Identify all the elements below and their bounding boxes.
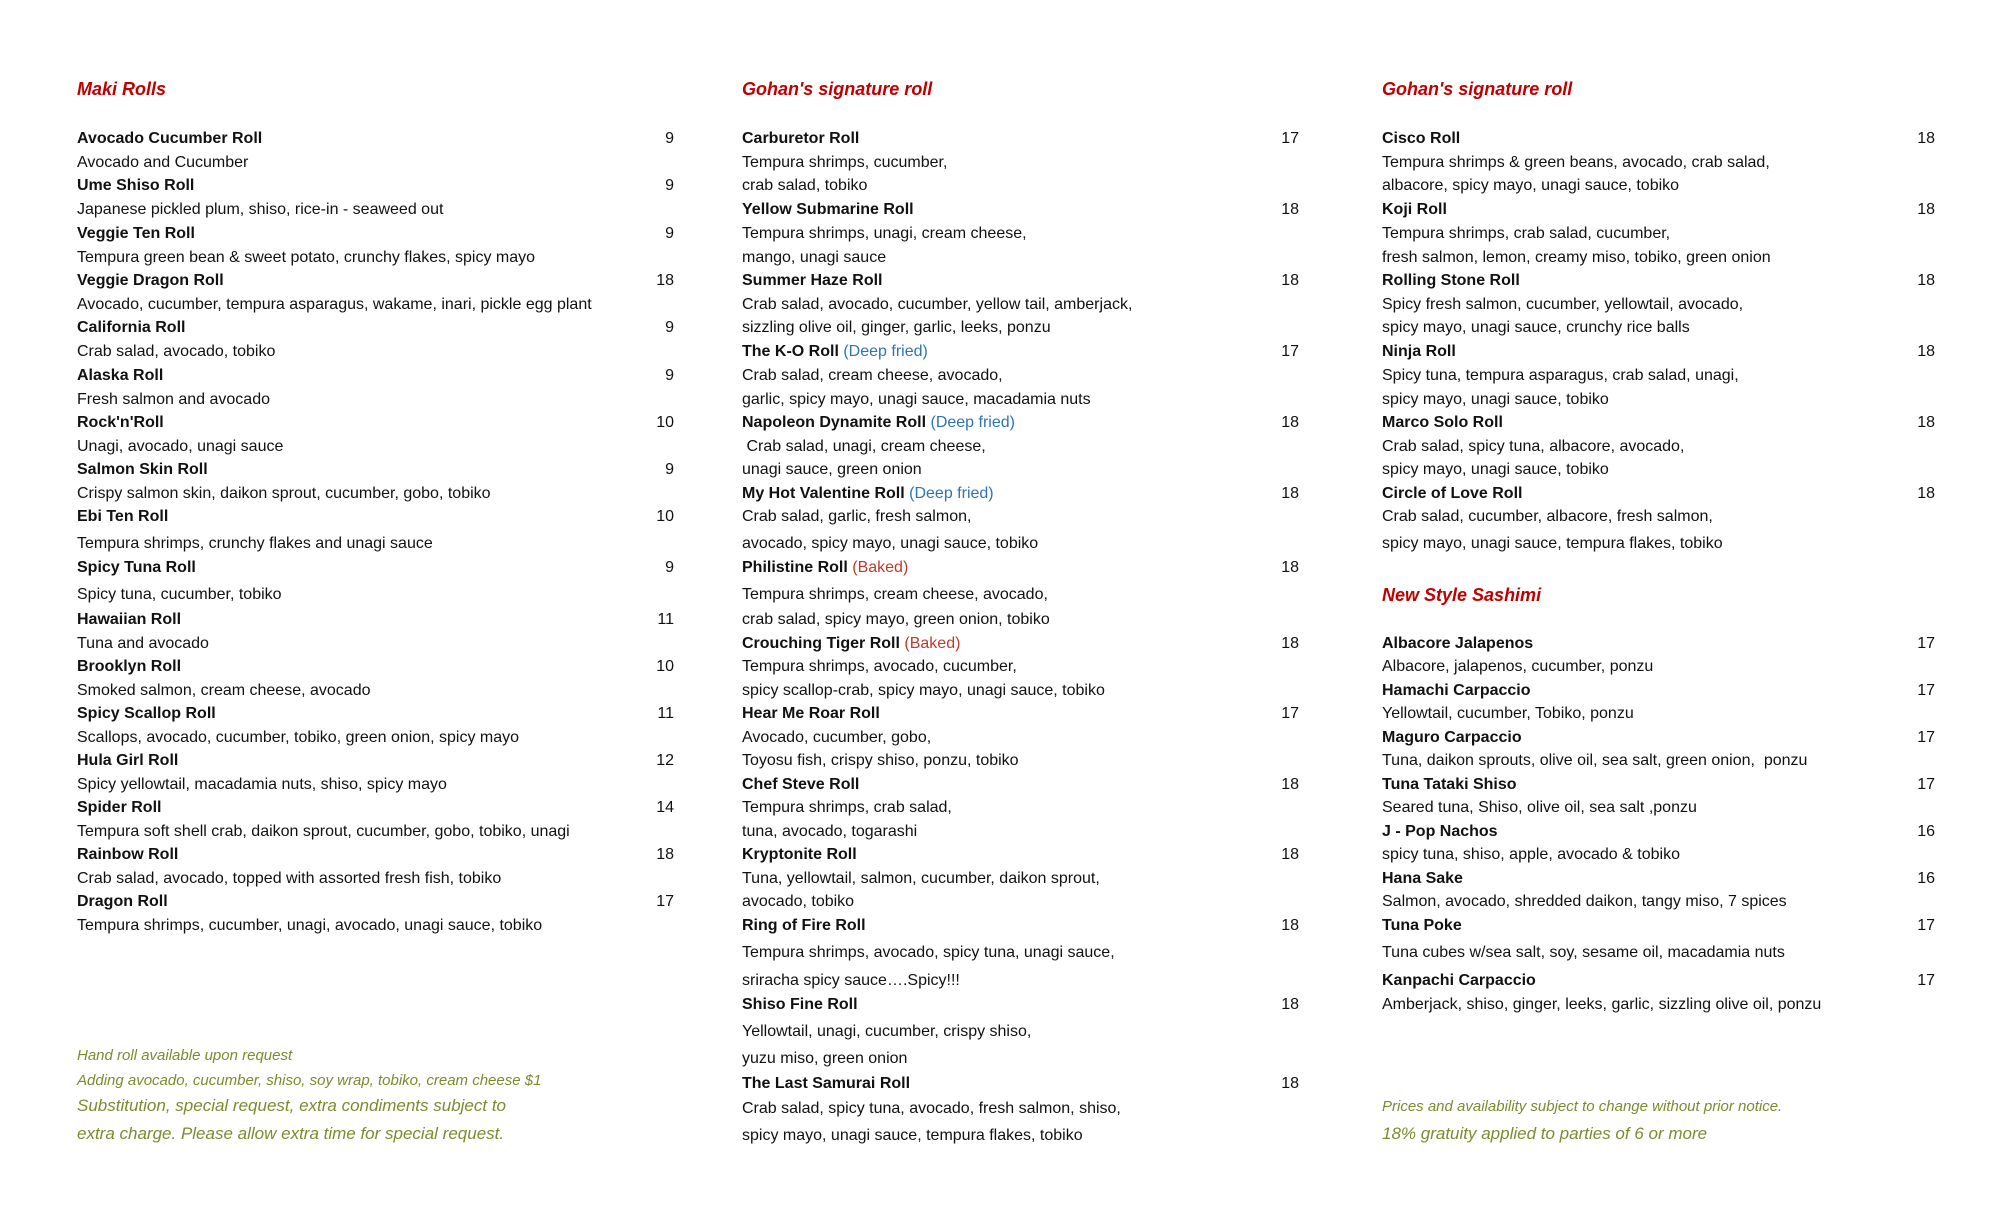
item-name: Rainbow Roll <box>77 846 179 863</box>
item-name: Ume Shiso Roll <box>77 177 195 194</box>
item-description: Scallops, avocado, cucumber, tobiko, green onion, spicy mayo <box>77 729 520 746</box>
footnote: 18% gratuity applied to parties of 6 or more <box>1382 1124 1708 1143</box>
item-price: 14 <box>656 799 674 816</box>
item-description: spicy mayo, unagi sauce, crunchy rice balls <box>1382 319 1690 336</box>
item-price: 18 <box>656 272 674 289</box>
item-name: Spicy Scallop Roll <box>77 705 216 722</box>
baked-tag: (Baked) <box>852 559 909 576</box>
item-price: 18 <box>1281 635 1299 652</box>
item-description: Spicy tuna, cucumber, tobiko <box>77 586 282 603</box>
item-description: avocado, tobiko <box>742 893 855 910</box>
menu-item <box>1382 484 1935 504</box>
menu-item <box>77 610 674 630</box>
item-name: Rolling Stone Roll <box>1382 272 1520 289</box>
section-title: Maki Rolls <box>77 79 167 99</box>
item-description: garlic, spicy mayo, unagi sauce, macadamia nuts <box>742 391 1091 408</box>
item-description: spicy mayo, unagi sauce, tobiko <box>1382 461 1609 478</box>
item-price: 17 <box>1281 343 1299 360</box>
menu-item <box>77 176 674 196</box>
item-description: Amberjack, shiso, ginger, leeks, garlic, sizzling olive oil, ponzu <box>1382 996 1822 1013</box>
menu-item <box>1382 200 1935 220</box>
item-name: Albacore Jalapenos <box>1382 635 1534 652</box>
item-description: Toyosu fish, crispy shiso, ponzu, tobiko <box>742 752 1019 769</box>
item-description: Crab salad, avocado, topped with assorted fresh fish, tobiko <box>77 870 502 887</box>
item-name: Cisco Roll <box>1382 130 1461 147</box>
item-description: sizzling olive oil, ginger, garlic, leeks, ponzu <box>742 319 1051 336</box>
section-title-sashimi: New Style Sashimi <box>1382 585 1542 605</box>
menu-item <box>77 460 674 480</box>
item-price: 18 <box>1281 201 1299 218</box>
menu-column-signature-2 <box>1382 0 1935 1214</box>
item-description: Tempura shrimps, crab salad, cucumber, <box>1382 225 1671 242</box>
item-price: 18 <box>1281 559 1299 576</box>
item-description: Seared tuna, Shiso, olive oil, sea salt ,ponzu <box>1382 799 1697 816</box>
menu-item <box>77 704 674 724</box>
menu-item <box>1382 869 1935 889</box>
menu-item <box>742 775 1299 795</box>
item-price: 18 <box>1281 414 1299 431</box>
item-name: Philistine Roll <box>742 559 848 576</box>
item-name: Dragon Roll <box>77 893 168 910</box>
menu-item <box>1382 822 1935 842</box>
item-name: Hawaiian Roll <box>77 611 182 628</box>
section-title: Gohan's signature roll <box>742 79 933 99</box>
item-price: 18 <box>1281 272 1299 289</box>
item-description: Yellowtail, unagi, cucumber, crispy shiso, <box>742 1023 1032 1040</box>
item-description: Tuna cubes w/sea salt, soy, sesame oil, macadamia nuts <box>1382 944 1785 961</box>
menu-item <box>77 845 674 865</box>
item-description: Tuna and avocado <box>77 635 209 652</box>
item-description: Crab salad, avocado, cucumber, yellow tail, amberjack, <box>742 296 1133 313</box>
item-price: 18 <box>1917 343 1935 360</box>
menu-item <box>77 657 674 677</box>
item-description: unagi sauce, green onion <box>742 461 922 478</box>
item-description: Japanese pickled plum, shiso, rice-in - seaweed out <box>77 201 444 218</box>
item-description: crab salad, spicy mayo, green onion, tobiko <box>742 611 1050 628</box>
item-price: 18 <box>1917 201 1935 218</box>
item-price: 17 <box>1281 130 1299 147</box>
item-description: Avocado, cucumber, tempura asparagus, wakame, inari, pickle egg plant <box>77 296 592 313</box>
menu-item <box>742 271 1299 291</box>
item-description: Crab salad, garlic, fresh salmon, <box>742 508 972 525</box>
item-description: Tempura shrimps, cucumber, <box>742 154 948 171</box>
item-price: 9 <box>665 461 674 478</box>
item-description: fresh salmon, lemon, creamy miso, tobiko, green onion <box>1382 249 1771 266</box>
item-name: Veggie Dragon Roll <box>77 272 224 289</box>
item-description: Spicy tuna, tempura asparagus, crab salad, unagi, <box>1382 367 1739 384</box>
item-description: Crab salad, spicy tuna, avocado, fresh salmon, shiso, <box>742 1100 1121 1117</box>
item-price: 18 <box>1917 485 1935 502</box>
item-description: sriracha spicy sauce….Spicy!!! <box>742 972 960 989</box>
menu-item <box>77 129 674 149</box>
item-price: 18 <box>1281 1075 1299 1092</box>
menu-item <box>742 484 1299 504</box>
item-name: Maguro Carpaccio <box>1382 729 1522 746</box>
item-description: Tempura shrimps, cream cheese, avocado, <box>742 586 1048 603</box>
menu-item <box>1382 271 1935 291</box>
item-description: spicy scallop-crab, spicy mayo, unagi sauce, tobiko <box>742 682 1105 699</box>
menu-column-maki <box>77 0 674 1214</box>
item-price: 18 <box>1281 485 1299 502</box>
item-name: Hula Girl Roll <box>77 752 179 769</box>
item-price: 11 <box>657 705 674 722</box>
menu-item <box>77 413 674 433</box>
menu-item <box>1382 413 1935 433</box>
item-description: Spicy fresh salmon, cucumber, yellowtail, avocado, <box>1382 296 1744 313</box>
item-description: Avocado and Cucumber <box>77 154 249 171</box>
menu-item <box>77 751 674 771</box>
menu-item <box>1382 129 1935 149</box>
item-name: Kanpachi Carpaccio <box>1382 972 1536 989</box>
item-name: Carburetor Roll <box>742 130 860 147</box>
item-price: 18 <box>1917 272 1935 289</box>
item-description: Salmon, avocado, shredded daikon, tangy miso, 7 spices <box>1382 893 1787 910</box>
item-price: 12 <box>656 752 674 769</box>
item-name: Spicy Tuna Roll <box>77 559 196 576</box>
item-name: Brooklyn Roll <box>77 658 182 675</box>
item-price: 18 <box>1917 414 1935 431</box>
item-price: 18 <box>1281 846 1299 863</box>
item-price: 18 <box>1917 130 1935 147</box>
menu-item <box>77 892 674 912</box>
item-name: Shiso Fine Roll <box>742 996 858 1013</box>
item-description: Tempura shrimps, unagi, cream cheese, <box>742 225 1027 242</box>
item-description: Crab salad, unagi, cream cheese, <box>742 438 986 455</box>
item-description: tuna, avocado, togarashi <box>742 823 918 840</box>
menu-item <box>77 318 674 338</box>
item-price: 17 <box>1917 729 1935 746</box>
item-name: Ebi Ten Roll <box>77 508 169 525</box>
footnote: extra charge. Please allow extra time for special request. <box>77 1124 505 1143</box>
item-description: albacore, spicy mayo, unagi sauce, tobiko <box>1382 177 1680 194</box>
item-price: 17 <box>1917 682 1935 699</box>
item-price: 9 <box>665 130 674 147</box>
baked-tag: (Baked) <box>904 635 961 652</box>
item-description: Crab salad, spicy tuna, albacore, avocado, <box>1382 438 1685 455</box>
menu-item <box>742 342 1299 362</box>
item-price: 10 <box>656 658 674 675</box>
item-price: 11 <box>657 611 674 628</box>
item-description: Albacore, jalapenos, cucumber, ponzu <box>1382 658 1654 675</box>
item-name: Koji Roll <box>1382 201 1447 218</box>
item-name: My Hot Valentine Roll <box>742 485 905 502</box>
item-description: Fresh salmon and avocado <box>77 391 270 408</box>
item-description: Tempura shrimps, crab salad, <box>742 799 952 816</box>
item-price: 9 <box>665 319 674 336</box>
item-description: crab salad, tobiko <box>742 177 868 194</box>
deep-fried-tag: (Deep fried) <box>930 414 1015 431</box>
menu-item <box>742 916 1299 936</box>
item-price: 18 <box>1281 917 1299 934</box>
item-price: 17 <box>1917 635 1935 652</box>
deep-fried-tag: (Deep fried) <box>843 343 928 360</box>
item-name: Avocado Cucumber Roll <box>77 130 263 147</box>
item-price: 18 <box>656 846 674 863</box>
item-name: Alaska Roll <box>77 367 164 384</box>
item-description: Tempura soft shell crab, daikon sprout, cucumber, gobo, tobiko, unagi <box>77 823 570 840</box>
item-price: 9 <box>665 559 674 576</box>
deep-fried-tag: (Deep fried) <box>909 485 994 502</box>
item-description: Tuna, daikon sprouts, olive oil, sea salt, green onion, ponzu <box>1382 752 1808 769</box>
item-name: Ninja Roll <box>1382 343 1456 360</box>
item-description: Unagi, avocado, unagi sauce <box>77 438 284 455</box>
item-name: J - Pop Nachos <box>1382 823 1498 840</box>
item-description: Crispy salmon skin, daikon sprout, cucumber, gobo, tobiko <box>77 485 491 502</box>
item-name: Tuna Poke <box>1382 917 1462 934</box>
item-name: Hear Me Roar Roll <box>742 705 880 722</box>
item-description: Yellowtail, cucumber, Tobiko, ponzu <box>1382 705 1634 722</box>
item-name: Hana Sake <box>1382 870 1463 887</box>
menu-item <box>1382 342 1935 362</box>
menu-item <box>742 413 1299 433</box>
item-description: Spicy yellowtail, macadamia nuts, shiso, spicy mayo <box>77 776 447 793</box>
item-description: Crab salad, cream cheese, avocado, <box>742 367 1003 384</box>
item-name: Yellow Submarine Roll <box>742 201 914 218</box>
menu-column-signature-1 <box>742 0 1299 1214</box>
menu-item <box>77 224 674 244</box>
menu-item <box>742 634 1299 654</box>
item-description: Smoked salmon, cream cheese, avocado <box>77 682 371 699</box>
item-price: 10 <box>656 508 674 525</box>
item-name: The K-O Roll <box>742 343 839 360</box>
item-name: Tuna Tataki Shiso <box>1382 776 1517 793</box>
item-price: 9 <box>665 225 674 242</box>
menu-item <box>77 271 674 291</box>
item-price: 18 <box>1281 776 1299 793</box>
item-description: Tuna, yellowtail, salmon, cucumber, daikon sprout, <box>742 870 1100 887</box>
item-description: Crab salad, cucumber, albacore, fresh salmon, <box>1382 508 1713 525</box>
item-price: 9 <box>665 367 674 384</box>
item-description: Tempura shrimps & green beans, avocado, crab salad, <box>1382 154 1770 171</box>
menu-item <box>742 845 1299 865</box>
footnote: Hand roll available upon request <box>77 1047 293 1064</box>
item-description: Avocado, cucumber, gobo, <box>742 729 932 746</box>
item-name: Marco Solo Roll <box>1382 414 1503 431</box>
menu-item <box>1382 681 1935 701</box>
item-price: 18 <box>1281 996 1299 1013</box>
footnote: Prices and availability subject to change without prior notice. <box>1382 1098 1783 1115</box>
menu-item <box>742 558 1299 578</box>
menu-item <box>742 704 1299 724</box>
item-description: Tempura shrimps, cucumber, unagi, avocado, unagi sauce, tobiko <box>77 917 543 934</box>
item-price: 10 <box>656 414 674 431</box>
menu-item <box>742 129 1299 149</box>
item-name: Spider Roll <box>77 799 162 816</box>
item-name: Crouching Tiger Roll <box>742 635 900 652</box>
item-price: 17 <box>656 893 674 910</box>
section-title: Gohan's signature roll <box>1382 79 1573 99</box>
item-name: Veggie Ten Roll <box>77 225 195 242</box>
item-description: spicy mayo, unagi sauce, tobiko <box>1382 391 1609 408</box>
item-name: Chef Steve Roll <box>742 776 860 793</box>
menu-item <box>77 507 674 527</box>
item-price: 16 <box>1917 870 1935 887</box>
footnote: Substitution, special request, extra condiments subject to <box>77 1096 507 1115</box>
item-price: 17 <box>1917 917 1935 934</box>
menu-item <box>1382 634 1935 654</box>
item-description: Tempura shrimps, avocado, spicy tuna, unagi sauce, <box>742 944 1115 961</box>
item-name: The Last Samurai Roll <box>742 1075 911 1092</box>
item-price: 17 <box>1917 776 1935 793</box>
menu-item <box>1382 916 1935 936</box>
item-name: Summer Haze Roll <box>742 272 883 289</box>
item-name: Salmon Skin Roll <box>77 461 208 478</box>
item-name: Circle of Love Roll <box>1382 485 1523 502</box>
item-description: spicy mayo, unagi sauce, tempura flakes, tobiko <box>1382 535 1723 552</box>
item-name: Kryptonite Roll <box>742 846 857 863</box>
item-description: Tempura green bean & sweet potato, crunchy flakes, spicy mayo <box>77 249 536 266</box>
menu-item <box>742 200 1299 220</box>
item-price: 17 <box>1281 705 1299 722</box>
item-description: spicy mayo, unagi sauce, tempura flakes, tobiko <box>742 1127 1083 1144</box>
menu-item <box>742 995 1299 1015</box>
menu-item <box>1382 775 1935 795</box>
item-description: avocado, spicy mayo, unagi sauce, tobiko <box>742 535 1039 552</box>
item-description: Tempura shrimps, crunchy flakes and unagi sauce <box>77 535 433 552</box>
item-description: Crab salad, avocado, tobiko <box>77 343 276 360</box>
item-price: 9 <box>665 177 674 194</box>
item-description: yuzu miso, green onion <box>742 1050 908 1067</box>
item-name: Rock'n'Roll <box>77 414 164 431</box>
item-name: California Roll <box>77 319 186 336</box>
item-name: Ring of Fire Roll <box>742 917 866 934</box>
menu-item <box>742 1074 1299 1094</box>
item-name: Napoleon Dynamite Roll <box>742 414 927 431</box>
item-price: 17 <box>1917 972 1935 989</box>
footnote: Adding avocado, cucumber, shiso, soy wrap, tobiko, cream cheese $1 <box>77 1072 542 1089</box>
item-description: mango, unagi sauce <box>742 249 887 266</box>
menu-item <box>77 558 674 578</box>
menu-item <box>1382 971 1935 991</box>
item-description: spicy tuna, shiso, apple, avocado & tobiko <box>1382 846 1680 863</box>
menu-item <box>1382 728 1935 748</box>
menu-item <box>77 366 674 386</box>
item-description: Tempura shrimps, avocado, cucumber, <box>742 658 1017 675</box>
item-name: Hamachi Carpaccio <box>1382 682 1531 699</box>
menu-item <box>77 798 674 818</box>
item-price: 16 <box>1917 823 1935 840</box>
